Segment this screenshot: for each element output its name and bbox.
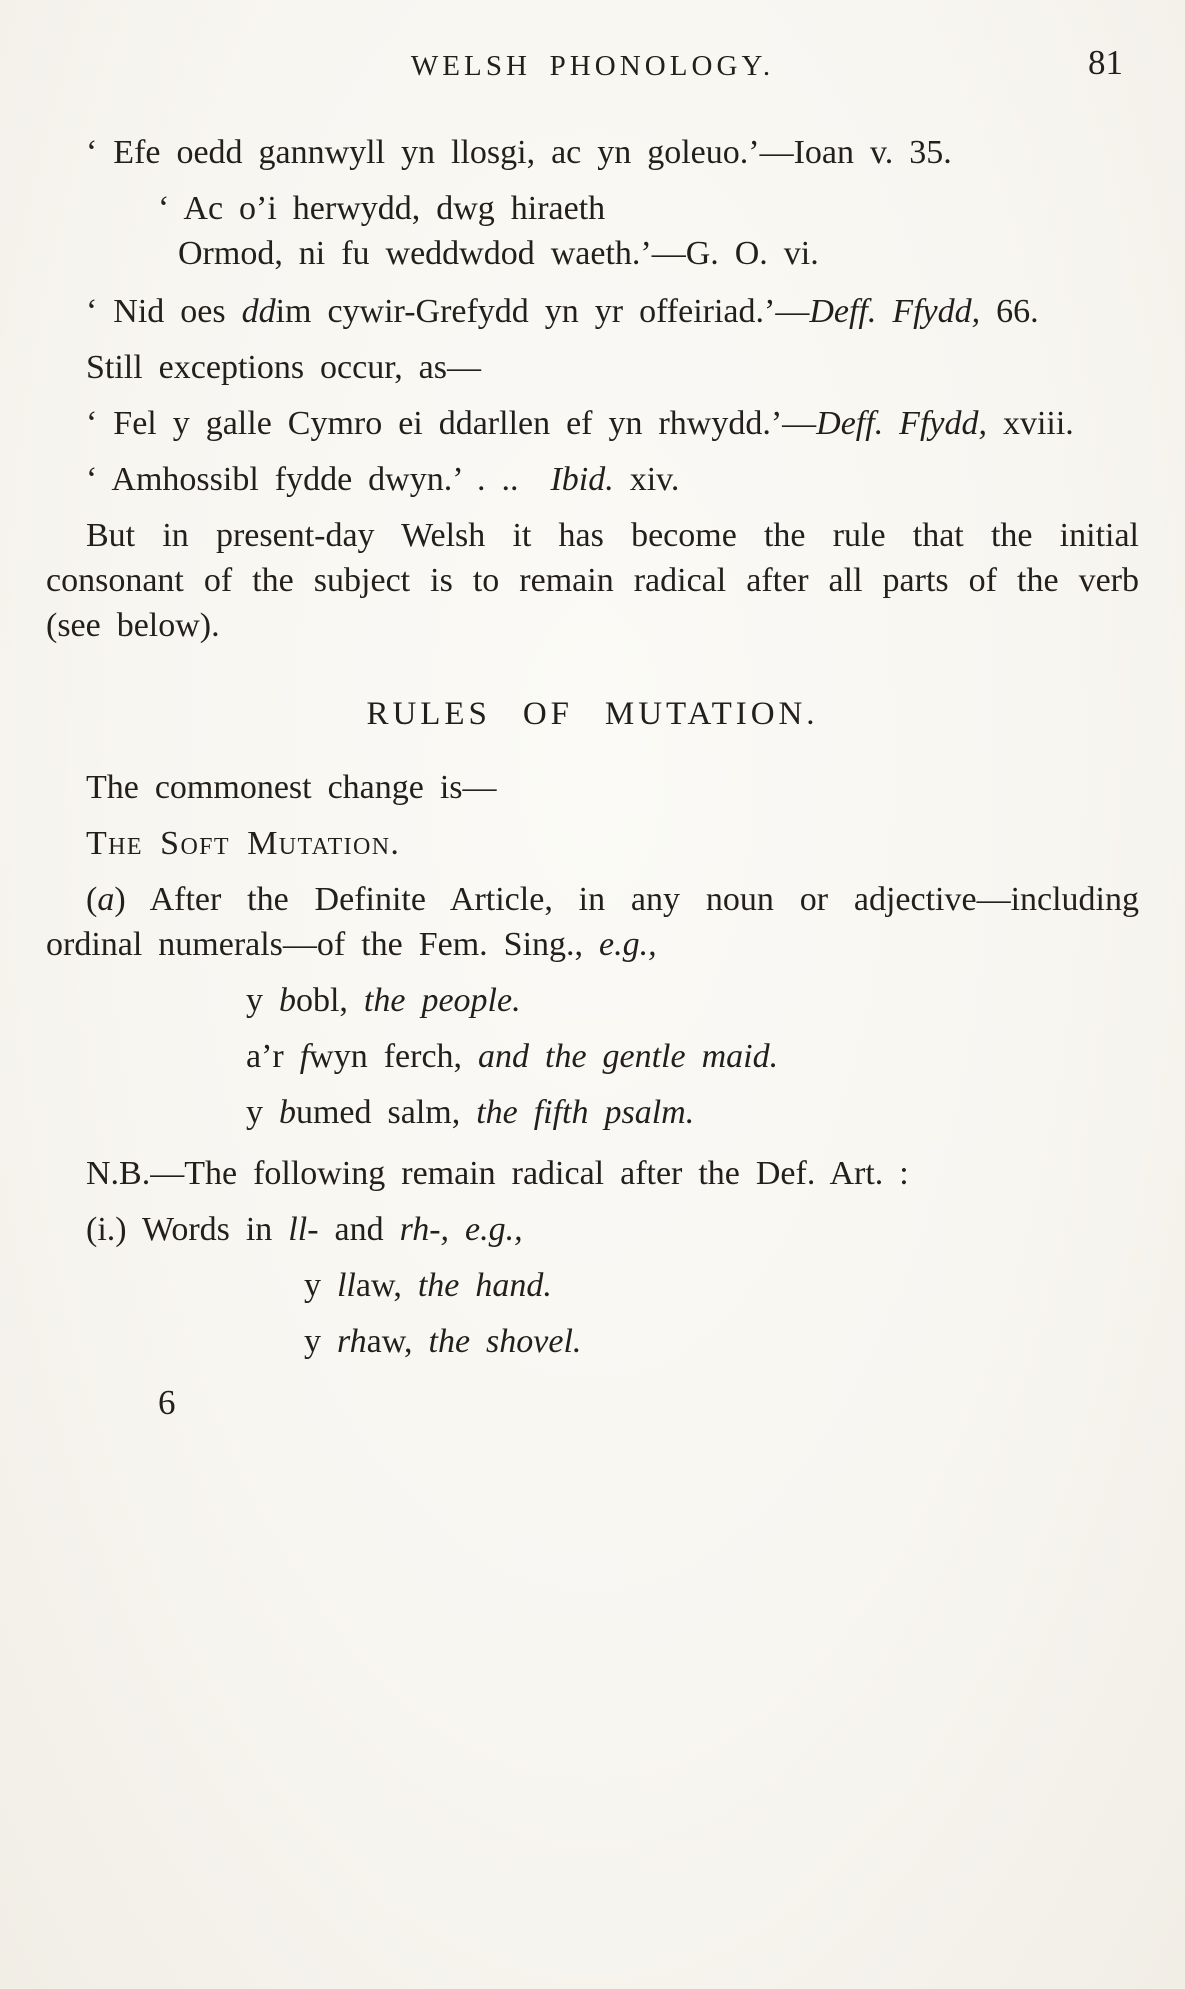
text-run: y (304, 1267, 337, 1304)
italic-run: b (278, 1094, 296, 1131)
text-run: ( (86, 881, 98, 918)
example-line (46, 1319, 1139, 1364)
italic-run: e.g., (599, 926, 657, 963)
text-run: ) After the Definite Article, in any noun or adjective—including ordinal numerals—of the Fem. Sing., (46, 881, 1139, 963)
paragraph (46, 289, 1139, 334)
paragraph (46, 345, 1139, 390)
italic-run: ll (336, 1267, 356, 1304)
running-head (46, 44, 1139, 96)
page-number: 81 (1088, 43, 1123, 82)
italic-run: ll- (288, 1211, 319, 1248)
paragraph (46, 513, 1139, 648)
italic-run: Ibid. (550, 461, 614, 498)
section-heading: RULES OF MUTATION. (366, 696, 819, 732)
verse-quote (46, 186, 1139, 276)
paragraph (46, 1207, 1139, 1252)
text-run: y (304, 1323, 337, 1360)
italic-run: the shovel. (428, 1323, 582, 1360)
example-line (46, 1090, 1139, 1135)
text-run: The commonest change is— (86, 769, 497, 806)
text-run: But in present-day Welsh it has become the rule that the initial consonant of the subject is to remain radical after all parts of the verb (see below). (46, 517, 1139, 644)
text-run: ‘ Efe oedd gannwyll yn llosgi, ac yn goleuo.’—Ioan v. 35. (86, 134, 952, 171)
text-run: wyn ferch, (309, 1038, 479, 1075)
text-run: y (246, 1094, 279, 1131)
text-run: and (318, 1211, 400, 1248)
text-run: im cywir-Grefydd yn yr offeiriad.’— (275, 293, 810, 330)
page-header-title: WELSH PHONOLOGY. (410, 50, 775, 82)
text-run: aw, (355, 1267, 418, 1304)
paragraph (46, 130, 1139, 175)
italic-run: Deff. Ffydd, (816, 405, 987, 442)
italic-run: e.g., (465, 1211, 523, 1248)
italic-run: and the gentle maid. (478, 1038, 779, 1075)
paragraph (46, 821, 1139, 866)
paragraph (46, 765, 1139, 810)
smallcaps-run: The Soft Mutation. (86, 825, 401, 862)
text-run: ‘ Fel y galle Cymro ei ddarllen ef yn rhwydd.’— (86, 405, 817, 442)
example-line (46, 1263, 1139, 1308)
italic-run: the hand. (417, 1267, 552, 1304)
example-line (46, 978, 1139, 1023)
signature-mark: 6 (158, 1383, 176, 1422)
paragraph (46, 401, 1139, 446)
italic-run: Deff. Ffydd, (809, 293, 981, 330)
text-run (449, 1211, 465, 1248)
example-line (46, 1034, 1139, 1079)
text-run: Still exceptions occur, as— (86, 349, 481, 386)
text-run: aw, (366, 1323, 429, 1360)
italic-run: rh (336, 1323, 367, 1360)
italic-run: f (299, 1038, 310, 1075)
paragraph (46, 457, 1139, 502)
text-run: 66. (980, 293, 1039, 330)
text-run: xviii. (986, 405, 1074, 442)
verse-line (46, 231, 1139, 276)
text-run: ‘ Ac o’i herwydd, dwg hiraeth (158, 190, 606, 227)
example-list (46, 978, 1139, 1135)
page-body (46, 130, 1139, 1425)
paragraph (46, 1151, 1139, 1196)
italic-run: the fifth psalm. (476, 1094, 695, 1131)
text-run: ‘ Nid oes (86, 293, 242, 330)
text-run: (i.) Words in (86, 1211, 289, 1248)
text-run: N.B.—The following remain radical after the Def. Art. : (86, 1155, 909, 1192)
text-run: a’r (246, 1038, 300, 1075)
verse-line (46, 186, 1139, 231)
text-run: xiv. (613, 461, 680, 498)
example-list (46, 1263, 1139, 1364)
italic-run: b (278, 982, 296, 1019)
italic-run: dd (241, 293, 276, 330)
italic-run: the people. (363, 982, 521, 1019)
paragraph (46, 877, 1139, 967)
text-run: obl, (295, 982, 364, 1019)
text-run: y (246, 982, 279, 1019)
italic-run: rh-, (399, 1211, 450, 1248)
italic-run: a (97, 881, 115, 918)
text-run: ‘ Amhossibl fydde dwyn.’ . .. (86, 461, 551, 498)
text-run: Ormod, ni fu weddwdod waeth.’—G. O. vi. (178, 235, 819, 272)
text-run: umed salm, (295, 1094, 477, 1131)
